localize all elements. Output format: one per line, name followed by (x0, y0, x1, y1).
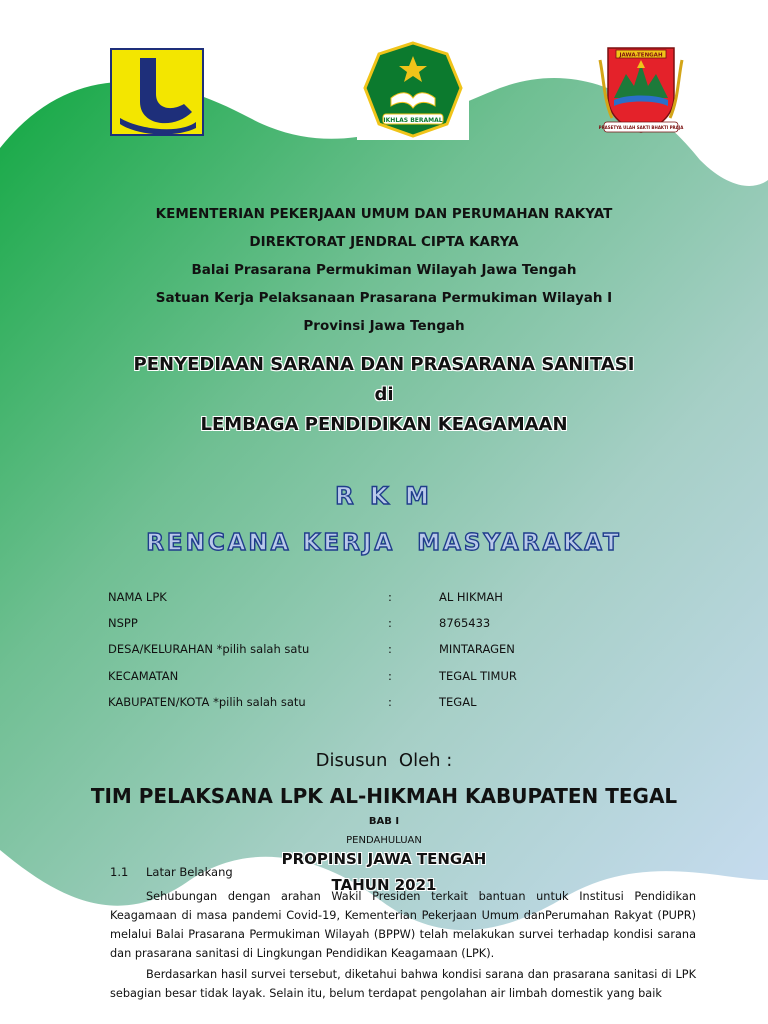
paragraph-2: Berdasarkan hasil survei tersebut, diketahui bahwa kondisi sarana dan prasarana sanitasi di LPK sebagian besar tidak layak. Selain itu, belum terdapat pengolahan air limbah domestik yang baik (110, 968, 696, 1000)
pupr-logo (110, 48, 204, 136)
chapter-number: BAB I (368, 816, 400, 827)
chapter-name: PENDAHULUAN (346, 835, 422, 846)
section-number: 1.1 (110, 865, 129, 879)
header-directorate: DIREKTORAT JENDRAL CIPTA KARYA (249, 234, 519, 250)
field-label: KECAMATAN (108, 669, 179, 683)
jateng-ribbon-text: PRASETYA ULAH SAKTI BHAKTI PRAJA (598, 125, 684, 130)
field-separator: : (388, 669, 392, 683)
kemenag-ribbon-text: IKHLAS BERAMAL (383, 117, 443, 124)
field-separator: : (388, 616, 392, 630)
field-separator: : (388, 695, 392, 709)
title-line-1: PENYEDIAAN SARANA DAN PRASARANA SANITASI (133, 354, 635, 375)
title-line-3: LEMBAGA PENDIDIKAN KEAGAMAAN (200, 414, 568, 435)
field-value: 8765433 (439, 616, 491, 630)
field-value: TEGAL (439, 695, 477, 709)
province-line: PROPINSI JAWA TENGAH (281, 850, 487, 868)
header-ministry: KEMENTERIAN PEKERJAAN UMUM DAN PERUMAHAN RAKYAT (155, 206, 613, 222)
header-satker: Satuan Kerja Pelaksanaan Prasarana Permukiman Wilayah I (155, 290, 613, 306)
header-balai: Balai Prasarana Permukiman Wilayah Jawa Tengah (191, 262, 577, 278)
jawa-tengah-logo (598, 40, 684, 140)
year-line: TAHUN 2021 (331, 876, 437, 894)
field-value: MINTARAGEN (439, 642, 515, 656)
field-separator: : (388, 590, 392, 604)
paragraph-1: Sehubungan dengan arahan Wakil Presiden terkait bantuan untuk Institusi Pendidikan Keagamaan di masa pandemi Covid-19, Kementerian Pekerjaan Umum danPerumahan Rakyat (PUPR) melalui Balai Prasarana Permukiman Wilayah (BPPW) telah melakukan survei terhadap kondisi sarana dan prasarana sanitasi di Lingkungan Pendidikan Keagamaan (LPK). (110, 890, 696, 960)
kemenag-logo (357, 40, 469, 140)
rkm-full-title: RENCANA KERJA MASYARAKAT (146, 530, 622, 556)
field-label: DESA/KELURAHAN *pilih salah satu (108, 642, 310, 656)
field-label: NAMA LPK (108, 590, 167, 604)
team-name: TIM PELAKSANA LPK AL-HIKMAH KABUPATEN TEGAL (90, 784, 678, 808)
compiled-by-label: Disusun Oleh : (315, 750, 453, 771)
field-separator: : (388, 642, 392, 656)
title-line-2: di (374, 384, 394, 405)
rkm-abbreviation: R K M (335, 482, 433, 510)
field-value: AL HIKMAH (439, 590, 503, 604)
jateng-banner-text: JAWA-TENGAH (619, 52, 663, 59)
field-value: TEGAL TIMUR (439, 669, 517, 683)
field-label: NSPP (108, 616, 138, 630)
section-title: Latar Belakang (146, 865, 233, 879)
field-label: KABUPATEN/KOTA *pilih salah satu (108, 695, 306, 709)
header-province: Provinsi Jawa Tengah (303, 318, 465, 334)
